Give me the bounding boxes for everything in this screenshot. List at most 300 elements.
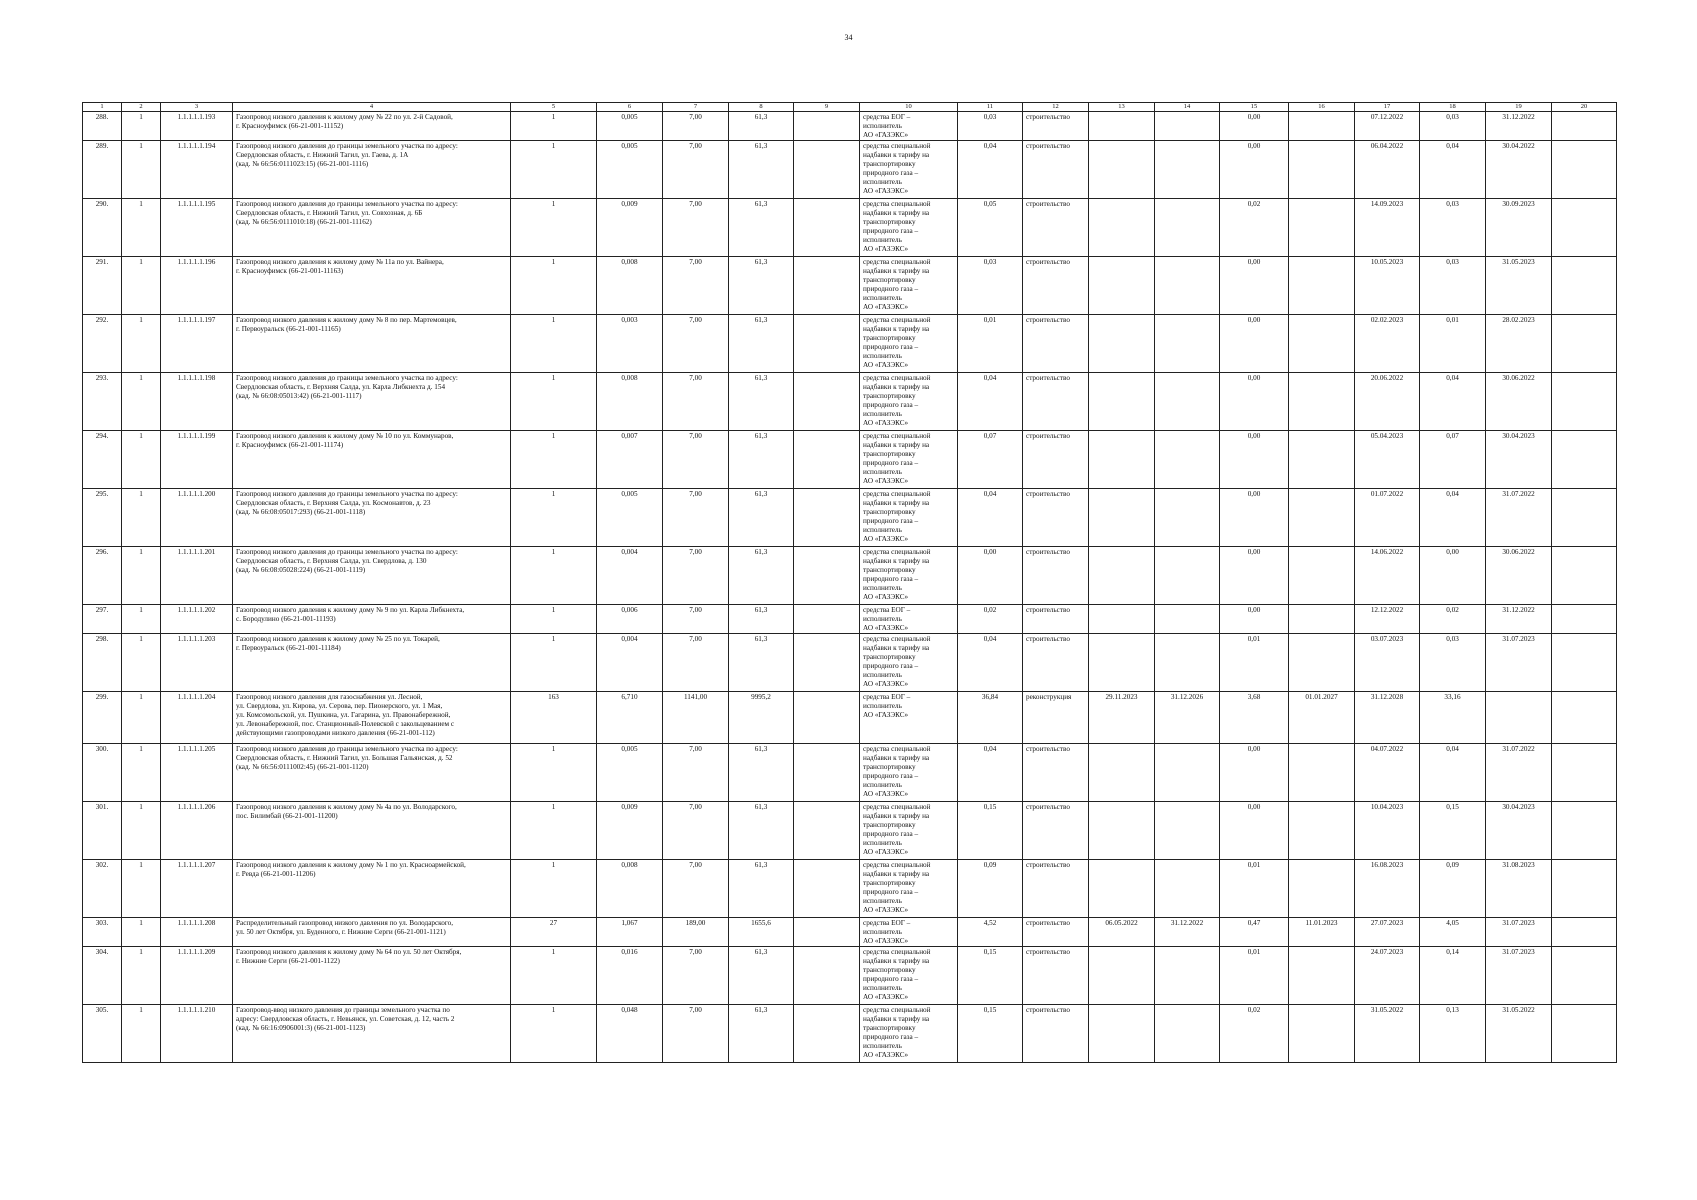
cell-col-6: 0,005 bbox=[597, 489, 663, 547]
cell-col-18: 0,15 bbox=[1420, 802, 1486, 860]
cell-col-19: 31.07.2022 bbox=[1486, 489, 1552, 547]
cell-col-8: 61,3 bbox=[729, 431, 794, 489]
cell-col-4: Газопровод низкого давления до границы земельного участка по адресу: Свердловская область, г. Нижний Тагил, ул. Большая Гальянская, д. 52 (кад. № 66:56:0111002:45) (66-21-001-1120) bbox=[233, 744, 511, 802]
cell-col-6: 0,048 bbox=[597, 1005, 663, 1063]
cell-col-3: 1.1.1.1.1.205 bbox=[161, 744, 233, 802]
table-row bbox=[83, 199, 1617, 257]
column-header: 4 bbox=[233, 103, 511, 112]
cell-col-14 bbox=[1155, 1005, 1220, 1063]
cell-col-2: 1 bbox=[122, 947, 161, 1005]
cell-col-13 bbox=[1089, 489, 1155, 547]
cell-col-18: 0,04 bbox=[1420, 141, 1486, 199]
cell-col-3: 1.1.1.1.1.197 bbox=[161, 315, 233, 373]
cell-col-13 bbox=[1089, 315, 1155, 373]
cell-col-14 bbox=[1155, 489, 1220, 547]
cell-col-19: 30.04.2023 bbox=[1486, 431, 1552, 489]
cell-col-7: 7,00 bbox=[663, 489, 729, 547]
cell-col-10: средства специальной надбавки к тарифу на транспортировку природного газа – исполнитель АО «ГАЗЭКС» bbox=[860, 199, 958, 257]
cell-col-16 bbox=[1289, 634, 1355, 692]
cell-col-1: 291. bbox=[83, 257, 122, 315]
cell-col-8: 61,3 bbox=[729, 141, 794, 199]
column-header: 10 bbox=[860, 103, 958, 112]
cell-col-4: Газопровод низкого давления к жилому дому № 9 по ул. Карла Либкнехта, с. Бородулино (66-21-001-11193) bbox=[233, 605, 511, 634]
cell-col-18: 0,09 bbox=[1420, 860, 1486, 918]
cell-col-16 bbox=[1289, 315, 1355, 373]
table-row bbox=[83, 489, 1617, 547]
cell-col-1: 294. bbox=[83, 431, 122, 489]
cell-col-4: Газопровод низкого давления до границы земельного участка по адресу: Свердловская область, г. Верхняя Салда, ул. Космонавтов, д. 23 (кад. № 66:08:05017:293) (66-21-001-1118) bbox=[233, 489, 511, 547]
column-header: 13 bbox=[1089, 103, 1155, 112]
cell-col-1: 302. bbox=[83, 860, 122, 918]
cell-col-13 bbox=[1089, 802, 1155, 860]
cell-col-5: 1 bbox=[511, 315, 597, 373]
cell-col-9 bbox=[794, 918, 860, 947]
cell-col-1: 292. bbox=[83, 315, 122, 373]
cell-col-3: 1.1.1.1.1.202 bbox=[161, 605, 233, 634]
cell-col-12: строительство bbox=[1023, 947, 1089, 1005]
cell-col-17: 31.12.2028 bbox=[1355, 692, 1420, 744]
cell-col-10: средства специальной надбавки к тарифу на транспортировку природного газа – исполнитель АО «ГАЗЭКС» bbox=[860, 802, 958, 860]
cell-col-19: 31.12.2022 bbox=[1486, 112, 1552, 141]
cell-col-15: 0,00 bbox=[1220, 431, 1289, 489]
cell-col-15: 0,00 bbox=[1220, 257, 1289, 315]
cell-col-9 bbox=[794, 860, 860, 918]
cell-col-2: 1 bbox=[122, 112, 161, 141]
cell-col-16 bbox=[1289, 373, 1355, 431]
cell-col-14 bbox=[1155, 141, 1220, 199]
cell-col-16 bbox=[1289, 489, 1355, 547]
cell-col-4: Газопровод низкого давления к жилому дому № 8 по пер. Мартемовцев, г. Первоуральск (66-21-001-11165) bbox=[233, 315, 511, 373]
table-row bbox=[83, 634, 1617, 692]
cell-col-13 bbox=[1089, 1005, 1155, 1063]
cell-col-2: 1 bbox=[122, 634, 161, 692]
cell-col-13 bbox=[1089, 141, 1155, 199]
cell-col-7: 7,00 bbox=[663, 315, 729, 373]
cell-col-18: 4,05 bbox=[1420, 918, 1486, 947]
cell-col-10: средства специальной надбавки к тарифу на транспортировку природного газа – исполнитель АО «ГАЗЭКС» bbox=[860, 315, 958, 373]
cell-col-2: 1 bbox=[122, 802, 161, 860]
cell-col-5: 1 bbox=[511, 605, 597, 634]
cell-col-18: 0,14 bbox=[1420, 947, 1486, 1005]
cell-col-9 bbox=[794, 315, 860, 373]
cell-col-10: средства специальной надбавки к тарифу на транспортировку природного газа – исполнитель АО «ГАЗЭКС» bbox=[860, 373, 958, 431]
cell-col-15: 3,68 bbox=[1220, 692, 1289, 744]
cell-col-1: 290. bbox=[83, 199, 122, 257]
column-header: 8 bbox=[729, 103, 794, 112]
cell-col-5: 163 bbox=[511, 692, 597, 744]
cell-col-18: 0,04 bbox=[1420, 489, 1486, 547]
cell-col-9 bbox=[794, 141, 860, 199]
cell-col-4: Газопровод низкого давления к жилому дому № 10 по ул. Коммунаров, г. Красноуфимск (66-21-001-11174) bbox=[233, 431, 511, 489]
cell-col-3: 1.1.1.1.1.208 bbox=[161, 918, 233, 947]
cell-col-11: 0,01 bbox=[958, 315, 1023, 373]
cell-col-5: 1 bbox=[511, 489, 597, 547]
cell-col-12: строительство bbox=[1023, 547, 1089, 605]
cell-col-2: 1 bbox=[122, 692, 161, 744]
cell-col-8: 61,3 bbox=[729, 112, 794, 141]
cell-col-9 bbox=[794, 605, 860, 634]
cell-col-17: 14.06.2022 bbox=[1355, 547, 1420, 605]
cell-col-16 bbox=[1289, 431, 1355, 489]
cell-col-9 bbox=[794, 257, 860, 315]
cell-col-5: 1 bbox=[511, 744, 597, 802]
cell-col-17: 01.07.2022 bbox=[1355, 489, 1420, 547]
cell-col-7: 7,00 bbox=[663, 141, 729, 199]
cell-col-3: 1.1.1.1.1.199 bbox=[161, 431, 233, 489]
cell-col-16: 11.01.2023 bbox=[1289, 918, 1355, 947]
cell-col-13: 06.05.2022 bbox=[1089, 918, 1155, 947]
cell-col-5: 1 bbox=[511, 257, 597, 315]
cell-col-13 bbox=[1089, 744, 1155, 802]
cell-col-12: строительство bbox=[1023, 605, 1089, 634]
cell-col-4: Газопровод низкого давления до границы земельного участка по адресу: Свердловская область, г. Нижний Тагил, ул. Гаева, д. 1А (кад. № 66:56:0111023:15) (66-21-001-1116) bbox=[233, 141, 511, 199]
column-header: 9 bbox=[794, 103, 860, 112]
cell-col-14 bbox=[1155, 605, 1220, 634]
table-row bbox=[83, 802, 1617, 860]
cell-col-20 bbox=[1552, 947, 1617, 1005]
cell-col-20 bbox=[1552, 112, 1617, 141]
cell-col-20 bbox=[1552, 547, 1617, 605]
cell-col-14 bbox=[1155, 744, 1220, 802]
table-row bbox=[83, 605, 1617, 634]
cell-col-10: средства специальной надбавки к тарифу на транспортировку природного газа – исполнитель АО «ГАЗЭКС» bbox=[860, 1005, 958, 1063]
cell-col-7: 7,00 bbox=[663, 1005, 729, 1063]
cell-col-10: средства ЕОГ – исполнитель АО «ГАЗЭКС» bbox=[860, 112, 958, 141]
cell-col-15: 0,00 bbox=[1220, 605, 1289, 634]
cell-col-14 bbox=[1155, 373, 1220, 431]
cell-col-6: 0,007 bbox=[597, 431, 663, 489]
cell-col-14: 31.12.2026 bbox=[1155, 692, 1220, 744]
cell-col-19: 30.06.2022 bbox=[1486, 547, 1552, 605]
cell-col-17: 05.04.2023 bbox=[1355, 431, 1420, 489]
cell-col-7: 7,00 bbox=[663, 605, 729, 634]
cell-col-12: строительство bbox=[1023, 860, 1089, 918]
cell-col-14 bbox=[1155, 431, 1220, 489]
cell-col-2: 1 bbox=[122, 1005, 161, 1063]
cell-col-5: 1 bbox=[511, 431, 597, 489]
table-row bbox=[83, 315, 1617, 373]
cell-col-9 bbox=[794, 802, 860, 860]
cell-col-4: Газопровод низкого давления к жилому дому № 25 по ул. Токарей, г. Первоуральск (66-21-001-11184) bbox=[233, 634, 511, 692]
cell-col-7: 7,00 bbox=[663, 634, 729, 692]
cell-col-9 bbox=[794, 1005, 860, 1063]
cell-col-13 bbox=[1089, 373, 1155, 431]
column-header: 11 bbox=[958, 103, 1023, 112]
cell-col-3: 1.1.1.1.1.194 bbox=[161, 141, 233, 199]
cell-col-12: строительство bbox=[1023, 634, 1089, 692]
cell-col-4: Газопровод низкого давления до границы земельного участка по адресу: Свердловская область, г. Верхняя Салда, ул. Карла Либкнехта д. 154 (кад. № 66:08:05013:42) (66-21-001-1117) bbox=[233, 373, 511, 431]
cell-col-18: 0,03 bbox=[1420, 112, 1486, 141]
cell-col-7: 7,00 bbox=[663, 257, 729, 315]
cell-col-4: Распределительный газопровод низкого давления по ул. Володарского, ул. 50 лет Октября, ул. Буденного, г. Нижние Серги (66-21-001-1121) bbox=[233, 918, 511, 947]
cell-col-13 bbox=[1089, 199, 1155, 257]
cell-col-20 bbox=[1552, 744, 1617, 802]
table-row bbox=[83, 918, 1617, 947]
page-number: 34 bbox=[844, 33, 853, 42]
cell-col-13 bbox=[1089, 947, 1155, 1005]
cell-col-3: 1.1.1.1.1.193 bbox=[161, 112, 233, 141]
cell-col-20 bbox=[1552, 692, 1617, 744]
cell-col-12: строительство bbox=[1023, 431, 1089, 489]
column-header: 2 bbox=[122, 103, 161, 112]
cell-col-16 bbox=[1289, 257, 1355, 315]
cell-col-17: 03.07.2023 bbox=[1355, 634, 1420, 692]
cell-col-7: 7,00 bbox=[663, 947, 729, 1005]
cell-col-7: 1141,00 bbox=[663, 692, 729, 744]
cell-col-17: 12.12.2022 bbox=[1355, 605, 1420, 634]
column-number-row bbox=[83, 103, 1617, 112]
cell-col-20 bbox=[1552, 315, 1617, 373]
cell-col-2: 1 bbox=[122, 547, 161, 605]
cell-col-14 bbox=[1155, 802, 1220, 860]
table-row bbox=[83, 431, 1617, 489]
cell-col-16: 01.01.2027 bbox=[1289, 692, 1355, 744]
cell-col-1: 288. bbox=[83, 112, 122, 141]
cell-col-18: 0,04 bbox=[1420, 744, 1486, 802]
cell-col-12: строительство bbox=[1023, 918, 1089, 947]
cell-col-5: 1 bbox=[511, 802, 597, 860]
cell-col-16 bbox=[1289, 802, 1355, 860]
cell-col-16 bbox=[1289, 947, 1355, 1005]
cell-col-14 bbox=[1155, 112, 1220, 141]
cell-col-5: 1 bbox=[511, 373, 597, 431]
cell-col-15: 0,00 bbox=[1220, 315, 1289, 373]
cell-col-18: 0,13 bbox=[1420, 1005, 1486, 1063]
cell-col-16 bbox=[1289, 141, 1355, 199]
cell-col-2: 1 bbox=[122, 257, 161, 315]
cell-col-17: 04.07.2022 bbox=[1355, 744, 1420, 802]
cell-col-16 bbox=[1289, 1005, 1355, 1063]
cell-col-17: 20.06.2022 bbox=[1355, 373, 1420, 431]
cell-col-17: 31.05.2022 bbox=[1355, 1005, 1420, 1063]
cell-col-7: 7,00 bbox=[663, 860, 729, 918]
column-header: 3 bbox=[161, 103, 233, 112]
cell-col-8: 61,3 bbox=[729, 489, 794, 547]
cell-col-9 bbox=[794, 373, 860, 431]
cell-col-20 bbox=[1552, 141, 1617, 199]
cell-col-15: 0,00 bbox=[1220, 141, 1289, 199]
cell-col-18: 0,03 bbox=[1420, 199, 1486, 257]
cell-col-6: 0,005 bbox=[597, 744, 663, 802]
cell-col-18: 0,03 bbox=[1420, 634, 1486, 692]
cell-col-19: 31.12.2022 bbox=[1486, 605, 1552, 634]
cell-col-9 bbox=[794, 634, 860, 692]
table-row bbox=[83, 744, 1617, 802]
cell-col-11: 0,04 bbox=[958, 373, 1023, 431]
cell-col-6: 0,008 bbox=[597, 860, 663, 918]
cell-col-10: средства специальной надбавки к тарифу на транспортировку природного газа – исполнитель АО «ГАЗЭКС» bbox=[860, 634, 958, 692]
cell-col-4: Газопровод низкого давления к жилому дому № 11а по ул. Вайнера, г. Красноуфимск (66-21-001-11163) bbox=[233, 257, 511, 315]
column-header: 5 bbox=[511, 103, 597, 112]
cell-col-15: 0,00 bbox=[1220, 373, 1289, 431]
cell-col-11: 0,05 bbox=[958, 199, 1023, 257]
cell-col-11: 0,02 bbox=[958, 605, 1023, 634]
cell-col-17: 10.04.2023 bbox=[1355, 802, 1420, 860]
cell-col-1: 289. bbox=[83, 141, 122, 199]
cell-col-13 bbox=[1089, 547, 1155, 605]
cell-col-8: 61,3 bbox=[729, 257, 794, 315]
cell-col-11: 0,00 bbox=[958, 547, 1023, 605]
cell-col-1: 298. bbox=[83, 634, 122, 692]
cell-col-4: Газопровод низкого давления до границы земельного участка по адресу: Свердловская область, г. Верхняя Салда, ул. Свердлова, д. 130 (кад. № 66:08:05028:224) (66-21-001-1119) bbox=[233, 547, 511, 605]
cell-col-11: 0,07 bbox=[958, 431, 1023, 489]
cell-col-16 bbox=[1289, 199, 1355, 257]
cell-col-3: 1.1.1.1.1.204 bbox=[161, 692, 233, 744]
cell-col-1: 305. bbox=[83, 1005, 122, 1063]
cell-col-19: 31.07.2023 bbox=[1486, 947, 1552, 1005]
cell-col-17: 27.07.2023 bbox=[1355, 918, 1420, 947]
cell-col-14 bbox=[1155, 547, 1220, 605]
cell-col-3: 1.1.1.1.1.203 bbox=[161, 634, 233, 692]
cell-col-14 bbox=[1155, 257, 1220, 315]
cell-col-18: 0,07 bbox=[1420, 431, 1486, 489]
cell-col-20 bbox=[1552, 199, 1617, 257]
cell-col-13 bbox=[1089, 860, 1155, 918]
cell-col-2: 1 bbox=[122, 489, 161, 547]
cell-col-4: Газопровод низкого давления к жилому дому № 4а по ул. Володарского, пос. Билимбай (66-21-001-11200) bbox=[233, 802, 511, 860]
cell-col-3: 1.1.1.1.1.200 bbox=[161, 489, 233, 547]
cell-col-3: 1.1.1.1.1.210 bbox=[161, 1005, 233, 1063]
cell-col-19: 31.08.2023 bbox=[1486, 860, 1552, 918]
cell-col-19: 28.02.2023 bbox=[1486, 315, 1552, 373]
cell-col-3: 1.1.1.1.1.195 bbox=[161, 199, 233, 257]
cell-col-7: 7,00 bbox=[663, 802, 729, 860]
cell-col-1: 293. bbox=[83, 373, 122, 431]
cell-col-16 bbox=[1289, 547, 1355, 605]
cell-col-20 bbox=[1552, 634, 1617, 692]
cell-col-6: 0,006 bbox=[597, 605, 663, 634]
cell-col-4: Газопровод низкого давления к жилому дому № 22 по ул. 2-й Садовой, г. Красноуфимск (66-21-001-11152) bbox=[233, 112, 511, 141]
cell-col-5: 1 bbox=[511, 141, 597, 199]
cell-col-20 bbox=[1552, 1005, 1617, 1063]
cell-col-8: 61,3 bbox=[729, 547, 794, 605]
cell-col-19 bbox=[1486, 692, 1552, 744]
cell-col-3: 1.1.1.1.1.201 bbox=[161, 547, 233, 605]
cell-col-17: 06.04.2022 bbox=[1355, 141, 1420, 199]
cell-col-2: 1 bbox=[122, 373, 161, 431]
cell-col-20 bbox=[1552, 918, 1617, 947]
cell-col-12: строительство bbox=[1023, 257, 1089, 315]
cell-col-10: средства специальной надбавки к тарифу на транспортировку природного газа – исполнитель АО «ГАЗЭКС» bbox=[860, 141, 958, 199]
cell-col-20 bbox=[1552, 605, 1617, 634]
cell-col-14 bbox=[1155, 947, 1220, 1005]
cell-col-15: 0,00 bbox=[1220, 802, 1289, 860]
cell-col-19: 30.04.2023 bbox=[1486, 802, 1552, 860]
cell-col-15: 0,01 bbox=[1220, 947, 1289, 1005]
cell-col-8: 1655,6 bbox=[729, 918, 794, 947]
cell-col-8: 61,3 bbox=[729, 605, 794, 634]
column-header: 6 bbox=[597, 103, 663, 112]
cell-col-16 bbox=[1289, 860, 1355, 918]
cell-col-6: 0,004 bbox=[597, 547, 663, 605]
cell-col-2: 1 bbox=[122, 918, 161, 947]
cell-col-12: строительство bbox=[1023, 112, 1089, 141]
cell-col-5: 27 bbox=[511, 918, 597, 947]
cell-col-9 bbox=[794, 431, 860, 489]
cell-col-1: 295. bbox=[83, 489, 122, 547]
cell-col-9 bbox=[794, 199, 860, 257]
cell-col-10: средства специальной надбавки к тарифу на транспортировку природного газа – исполнитель АО «ГАЗЭКС» bbox=[860, 860, 958, 918]
cell-col-1: 297. bbox=[83, 605, 122, 634]
cell-col-10: средства ЕОГ – исполнитель АО «ГАЗЭКС» bbox=[860, 692, 958, 744]
cell-col-4: Газопровод низкого давления к жилому дому № 64 по ул. 50 лет Октября, г. Нижние Серги (66-21-001-1122) bbox=[233, 947, 511, 1005]
cell-col-10: средства специальной надбавки к тарифу на транспортировку природного газа – исполнитель АО «ГАЗЭКС» bbox=[860, 947, 958, 1005]
cell-col-2: 1 bbox=[122, 431, 161, 489]
cell-col-15: 0,00 bbox=[1220, 547, 1289, 605]
cell-col-15: 0,02 bbox=[1220, 199, 1289, 257]
cell-col-20 bbox=[1552, 373, 1617, 431]
cell-col-3: 1.1.1.1.1.198 bbox=[161, 373, 233, 431]
cell-col-16 bbox=[1289, 605, 1355, 634]
cell-col-10: средства специальной надбавки к тарифу на транспортировку природного газа – исполнитель АО «ГАЗЭКС» bbox=[860, 547, 958, 605]
cell-col-17: 16.08.2023 bbox=[1355, 860, 1420, 918]
table-row bbox=[83, 692, 1617, 744]
cell-col-19: 31.05.2023 bbox=[1486, 257, 1552, 315]
cell-col-20 bbox=[1552, 431, 1617, 489]
cell-col-6: 0,005 bbox=[597, 141, 663, 199]
cell-col-11: 0,09 bbox=[958, 860, 1023, 918]
column-header: 16 bbox=[1289, 103, 1355, 112]
cell-col-8: 61,3 bbox=[729, 199, 794, 257]
cell-col-10: средства ЕОГ – исполнитель АО «ГАЗЭКС» bbox=[860, 605, 958, 634]
cell-col-20 bbox=[1552, 802, 1617, 860]
column-header: 7 bbox=[663, 103, 729, 112]
table-row bbox=[83, 1005, 1617, 1063]
cell-col-8: 61,3 bbox=[729, 373, 794, 431]
cell-col-2: 1 bbox=[122, 141, 161, 199]
cell-col-7: 189,00 bbox=[663, 918, 729, 947]
cell-col-12: строительство bbox=[1023, 1005, 1089, 1063]
cell-col-18: 0,01 bbox=[1420, 315, 1486, 373]
cell-col-6: 0,008 bbox=[597, 373, 663, 431]
cell-col-9 bbox=[794, 692, 860, 744]
investment-program-table bbox=[82, 102, 1617, 1063]
cell-col-11: 0,03 bbox=[958, 112, 1023, 141]
cell-col-19: 30.09.2023 bbox=[1486, 199, 1552, 257]
cell-col-13 bbox=[1089, 605, 1155, 634]
cell-col-19: 30.04.2022 bbox=[1486, 141, 1552, 199]
cell-col-8: 9995,2 bbox=[729, 692, 794, 744]
cell-col-1: 304. bbox=[83, 947, 122, 1005]
cell-col-13 bbox=[1089, 257, 1155, 315]
cell-col-15: 0,00 bbox=[1220, 112, 1289, 141]
cell-col-3: 1.1.1.1.1.207 bbox=[161, 860, 233, 918]
column-header: 18 bbox=[1420, 103, 1486, 112]
cell-col-18: 0,03 bbox=[1420, 257, 1486, 315]
cell-col-20 bbox=[1552, 860, 1617, 918]
cell-col-19: 31.07.2023 bbox=[1486, 634, 1552, 692]
cell-col-7: 7,00 bbox=[663, 112, 729, 141]
cell-col-4: Газопровод-ввод низкого давления до границы земельного участка по адресу: Свердловская область, г. Невьянск, ул. Советская, д. 12, часть 2 (кад. № 66:16:0906001:3) (66-21-001-1123) bbox=[233, 1005, 511, 1063]
cell-col-15: 0,01 bbox=[1220, 634, 1289, 692]
cell-col-2: 1 bbox=[122, 744, 161, 802]
cell-col-5: 1 bbox=[511, 112, 597, 141]
column-header: 1 bbox=[83, 103, 122, 112]
cell-col-10: средства специальной надбавки к тарифу на транспортировку природного газа – исполнитель АО «ГАЗЭКС» bbox=[860, 744, 958, 802]
cell-col-5: 1 bbox=[511, 199, 597, 257]
cell-col-11: 0,15 bbox=[958, 1005, 1023, 1063]
cell-col-8: 61,3 bbox=[729, 802, 794, 860]
cell-col-15: 0,47 bbox=[1220, 918, 1289, 947]
cell-col-14 bbox=[1155, 860, 1220, 918]
cell-col-10: средства ЕОГ – исполнитель АО «ГАЗЭКС» bbox=[860, 918, 958, 947]
cell-col-18: 0,00 bbox=[1420, 547, 1486, 605]
cell-col-15: 0,02 bbox=[1220, 1005, 1289, 1063]
cell-col-17: 10.05.2023 bbox=[1355, 257, 1420, 315]
cell-col-2: 1 bbox=[122, 605, 161, 634]
cell-col-7: 7,00 bbox=[663, 431, 729, 489]
cell-col-11: 0,15 bbox=[958, 802, 1023, 860]
